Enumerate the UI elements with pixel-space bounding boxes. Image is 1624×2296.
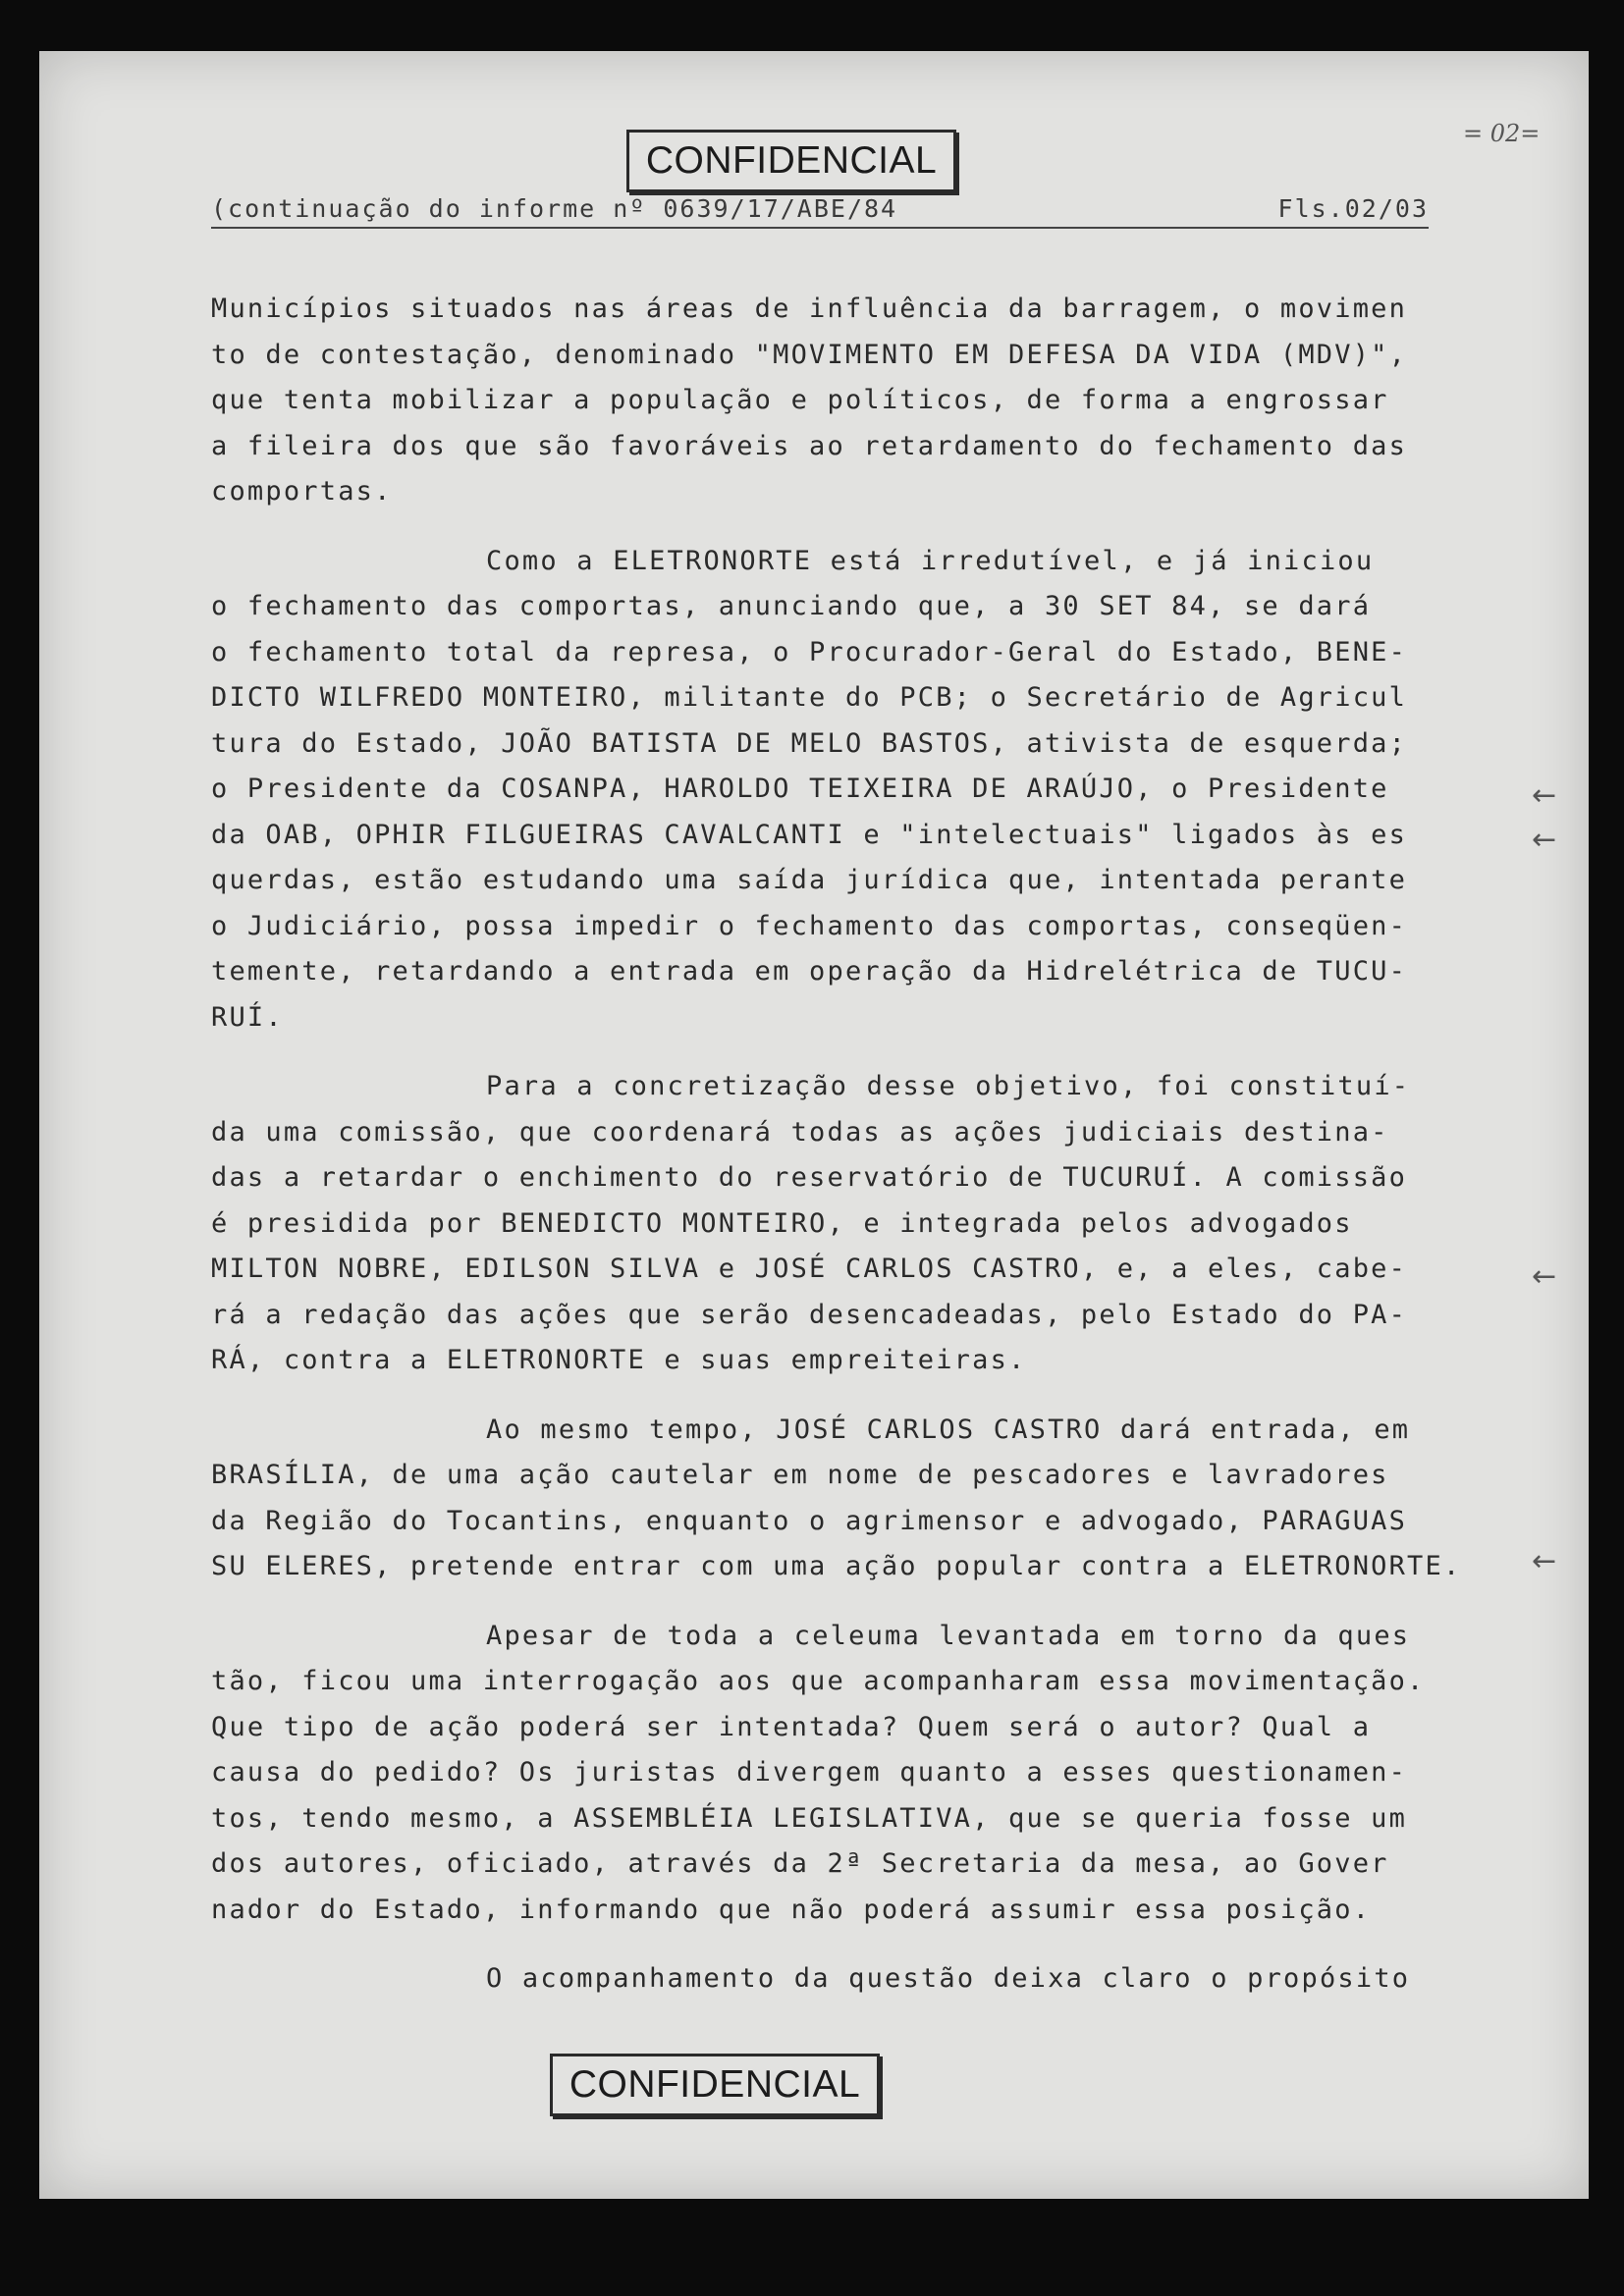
document-body xyxy=(211,287,1462,2026)
text-line: MILTON NOBRE, EDILSON SILVA e JOSÉ CARLOS CASTRO, e, a eles, cabe- xyxy=(211,1254,1408,1284)
document-header xyxy=(211,194,1429,229)
margin-arrow-icon: ← xyxy=(1532,778,1557,813)
text-line: nador do Estado, informando que não poderá assumir essa posição. xyxy=(211,1894,1372,1925)
text-line: DICTO WILFREDO MONTEIRO, militante do PCB; o Secretário de Agricul xyxy=(211,682,1408,713)
text-line: da uma comissão, que coordenará todas as ações judiciais destina- xyxy=(211,1116,1389,1148)
confidential-stamp-bottom: CONFIDENCIAL xyxy=(550,2054,880,2116)
text-line: o Presidente da COSANPA, HAROLDO TEIXEIRA DE ARAÚJO, o Presidente xyxy=(211,774,1389,804)
text-line: Que tipo de ação poderá ser intentada? Quem será o autor? Qual a xyxy=(211,1711,1372,1742)
paragraph xyxy=(211,1956,1438,2002)
margin-arrow-icon: ← xyxy=(1532,1544,1557,1578)
paragraph xyxy=(211,1064,1438,1384)
text-line: a fileira dos que são favoráveis ao retardamento do fechamento das xyxy=(211,430,1408,461)
text-line: Como a ELETRONORTE está irredutível, e já iniciou xyxy=(486,545,1375,576)
margin-arrow-icon: ← xyxy=(1532,823,1557,857)
text-line: tura do Estado, JOÃO BATISTA DE MELO BASTOS, ativista de esquerda; xyxy=(211,727,1408,759)
text-line: é presidida por BENEDICTO MONTEIRO, e integrada pelos advogados xyxy=(211,1207,1353,1239)
text-line: SU ELERES, pretende entrar com uma ação popular contra a ELETRONORTE. xyxy=(211,1551,1462,1581)
header-reference: (continuação do informe nº 0639/17/ABE/84 xyxy=(211,194,898,223)
text-line: RÁ, contra a ELETRONORTE e suas empreiteiras. xyxy=(211,1345,1027,1375)
text-line: Apesar de toda a celeuma levantada em torno da ques xyxy=(486,1620,1411,1651)
text-line: o Judiciário, possa impedir o fechamento das comportas, conseqüen- xyxy=(211,910,1408,941)
text-line: da OAB, OPHIR FILGUEIRAS CAVALCANTI e "intelectuais" ligados às es xyxy=(211,819,1408,850)
text-line: BRASÍLIA, de uma ação cautelar em nome de pescadores e lavradores xyxy=(211,1460,1389,1490)
text-line: to de contestação, denominado "MOVIMENTO EM DEFESA DA VIDA (MDV)", xyxy=(211,339,1408,370)
header-folio: Fls.02/03 xyxy=(1277,194,1429,223)
paragraph xyxy=(211,1614,1438,1934)
paragraph xyxy=(211,1408,1462,1590)
text-line: das a retardar o enchimento do reservatório de TUCURUÍ. A comissão xyxy=(211,1162,1408,1193)
text-line: tos, tendo mesmo, a ASSEMBLÉIA LEGISLATIVA, que se queria fosse um xyxy=(211,1802,1408,1834)
text-line: da Região do Tocantins, enquanto o agrimensor e advogado, PARAGUAS xyxy=(211,1505,1408,1536)
margin-arrow-icon: ← xyxy=(1532,1259,1557,1294)
text-line: temente, retardando a entrada em operação da Hidrelétrica de TUCU- xyxy=(211,956,1408,987)
text-line: dos autores, oficiado, através da 2ª Secretaria da mesa, ao Gover xyxy=(211,1848,1389,1879)
text-line: O acompanhamento da questão deixa claro o propósito xyxy=(486,1963,1411,1994)
text-line: RUÍ. xyxy=(211,1001,284,1033)
text-line: Para a concretização desse objetivo, foi constituí- xyxy=(486,1071,1411,1101)
text-line: Municípios situados nas áreas de influência da barragem, o movimen xyxy=(211,294,1408,324)
paragraph xyxy=(211,539,1438,1041)
text-line: tão, ficou uma interrogação aos que acompanharam essa movimentação. xyxy=(211,1666,1426,1696)
text-line: que tenta mobilizar a população e políticos, de forma a engrossar xyxy=(211,385,1389,415)
text-line: o fechamento total da represa, o Procurador-Geral do Estado, BENE- xyxy=(211,636,1408,667)
text-line: Ao mesmo tempo, JOSÉ CARLOS CASTRO dará entrada, em xyxy=(486,1414,1411,1445)
paragraph xyxy=(211,287,1438,515)
text-line: rá a redação das ações que serão desencadeadas, pelo Estado do PA- xyxy=(211,1299,1408,1330)
page-number-handwritten: = 02= xyxy=(1463,120,1541,147)
text-line: causa do pedido? Os juristas divergem quanto a esses questionamen- xyxy=(211,1757,1408,1788)
text-line: comportas. xyxy=(211,476,393,507)
text-line: querdas, estão estudando uma saída jurídica que, intentada perante xyxy=(211,865,1408,895)
text-line: o fechamento das comportas, anunciando que, a 30 SET 84, se dará xyxy=(211,591,1372,621)
confidential-stamp-top: CONFIDENCIAL xyxy=(626,130,956,192)
